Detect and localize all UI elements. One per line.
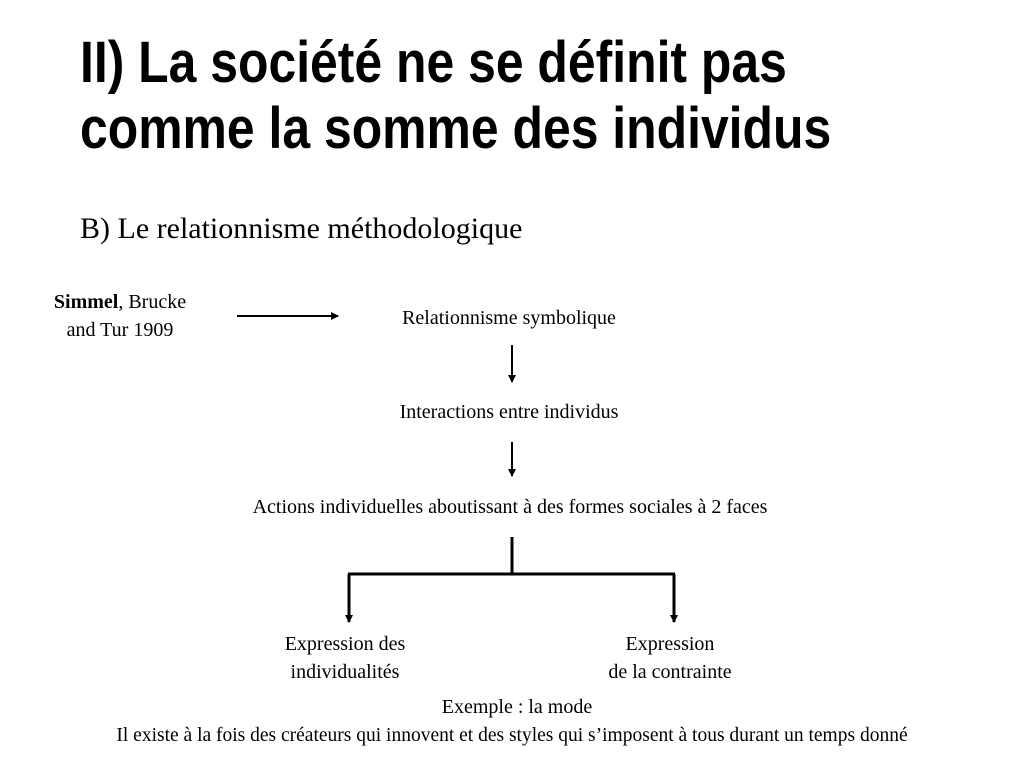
branch-right-line-2: de la contrainte — [608, 661, 732, 683]
branch-right-line-1: Expression — [625, 633, 715, 655]
branch-left-line-2: individualités — [290, 661, 400, 683]
relationnisme-node: Relationnisme symbolique — [402, 307, 616, 329]
example-title: Exemple : la mode — [441, 696, 593, 718]
actions-node: Actions individuelles aboutissant à des formes sociales à 2 faces — [252, 496, 768, 518]
source-author: Simmel — [53, 291, 119, 313]
interactions-node: Interactions entre individus — [399, 401, 619, 423]
example-text: Il existe à la fois des créateurs qui innovent et des styles qui s’imposent à tous durant un temps donné — [116, 725, 908, 746]
slide-title-line-1: II) La société ne se définit pas — [80, 30, 787, 95]
source-rest: , Brucke — [118, 291, 187, 313]
branch-left-line-1: Expression des — [284, 633, 406, 655]
section-subtitle: B) Le relationnisme méthodologique — [80, 212, 523, 245]
slide-title-line-2: comme la somme des individus — [80, 96, 832, 161]
source-line-2: and Tur 1909 — [66, 319, 174, 341]
